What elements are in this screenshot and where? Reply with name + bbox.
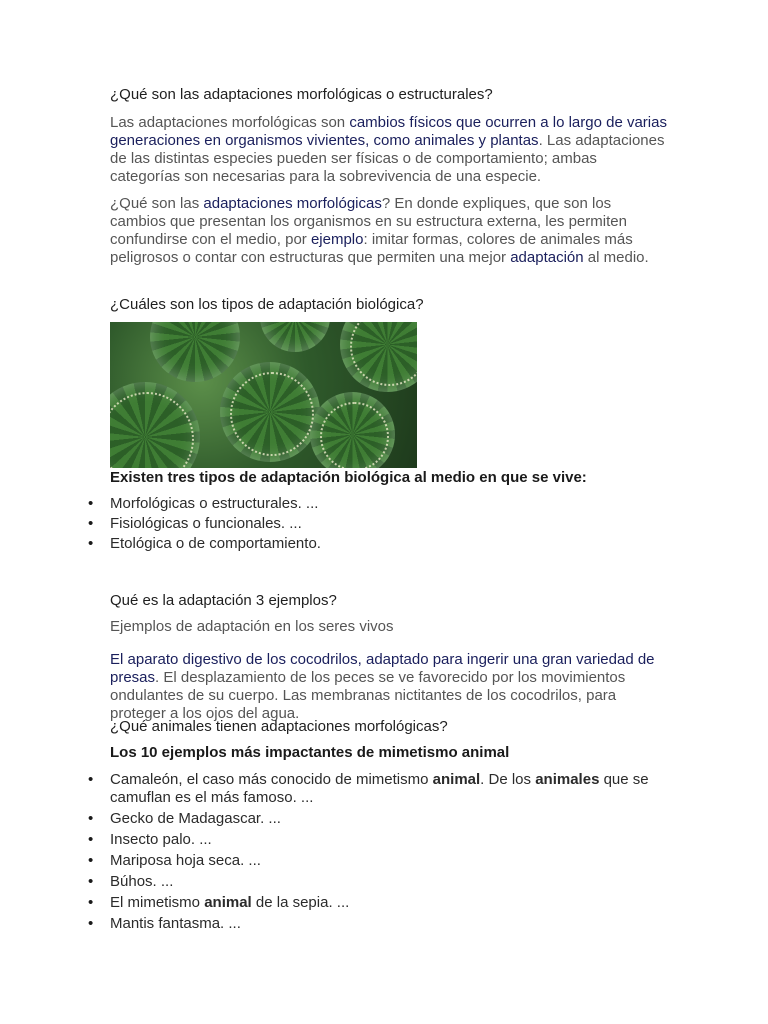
list-item: • Morfológicas o estructurales. ... [110, 495, 670, 513]
paragraph-text: ? En donde expliques, que son los cambios que presentan los organismos en su estructura externa, les permiten confundirse con el medio, por [110, 195, 627, 248]
paragraph-definition [110, 114, 670, 186]
definition-link[interactable]: cambios físicos que ocurren a lo largo de varias generaciones en organismos vivientes, como animales y plantas [110, 114, 667, 149]
paragraph-text: ¿Qué son las [110, 195, 204, 212]
types-heading: Existen tres tipos de adaptación biológica al medio en que se vive: [110, 469, 587, 486]
adaptation-link[interactable]: adaptación [510, 249, 584, 266]
question-examples: Qué es la adaptación 3 ejemplos? [110, 592, 337, 609]
spine-ring [230, 372, 314, 456]
spine-ring [320, 402, 389, 468]
paragraph-explanation [110, 195, 670, 267]
list-item: • Etológica o de comportamiento. [110, 535, 670, 553]
mimicry-heading: Los 10 ejemplos más impactantes de mimetismo animal [110, 744, 510, 761]
list-item: • Gecko de Madagascar. ... [110, 810, 670, 828]
list-item: • Insecto palo. ... [110, 831, 670, 849]
list-item [110, 771, 670, 807]
list-item: • Mariposa hoja seca. ... [110, 852, 670, 870]
list-item: • Fisiológicas o funcionales. ... [110, 515, 670, 533]
question-types: ¿Cuáles son los tipos de adaptación biológica? [110, 296, 424, 313]
paragraph-text: . Las adaptaciones de las distintas especies pueden ser físicas o de comportamiento; ambas categorías son necesarias para la sobrevivencia de una especie. [110, 132, 665, 185]
item-text-bold: animales [535, 771, 600, 788]
paragraph-text: . El desplazamiento de los peces se ve favorecido por los movimientos ondulantes de su cuerpo. Las membranas nictitantes de los cocodrilos, para proteger a los ojos del agua. [110, 669, 626, 722]
examples-subtitle: Ejemplos de adaptación en los seres vivos [110, 618, 394, 635]
item-text: El mimetismo [110, 894, 205, 911]
list-item [110, 894, 670, 912]
paragraph-text: : imitar formas, colores de animales más peligrosos o contar con estructuras que permiten una mejor [110, 231, 633, 266]
item-text-bold: animal [204, 894, 252, 911]
cactus-photo [110, 322, 417, 468]
question-animals: ¿Qué animales tienen adaptaciones morfológicas? [110, 718, 448, 735]
mimicry-list [110, 771, 670, 933]
cactus-shape [150, 322, 240, 382]
item-text: de la sepia. ... [251, 894, 350, 911]
list-item: • Mantis fantasma. ... [110, 915, 670, 933]
paragraph-text: Las adaptaciones morfológicas son [110, 114, 350, 131]
item-text: Camaleón, el caso más conocido de mimetismo [110, 771, 433, 788]
item-text: que se camuflan es el más famoso. ... [110, 771, 649, 806]
example-link[interactable]: ejemplo [310, 231, 364, 248]
crocodile-link[interactable]: El aparato digestivo de los cocodrilos, adaptado para ingerir una gran variedad de presas [110, 651, 655, 686]
item-text: . De los [480, 771, 536, 788]
paragraph-examples [110, 651, 670, 723]
morphological-link[interactable]: adaptaciones morfológicas [203, 195, 382, 212]
types-list [110, 495, 670, 553]
item-text-bold: animal [432, 771, 481, 788]
list-item: • Búhos. ... [110, 873, 670, 891]
question-morphological: ¿Qué son las adaptaciones morfológicas o estructurales? [110, 86, 493, 103]
cactus-shape [260, 322, 330, 352]
paragraph-text: al medio. [583, 249, 649, 266]
